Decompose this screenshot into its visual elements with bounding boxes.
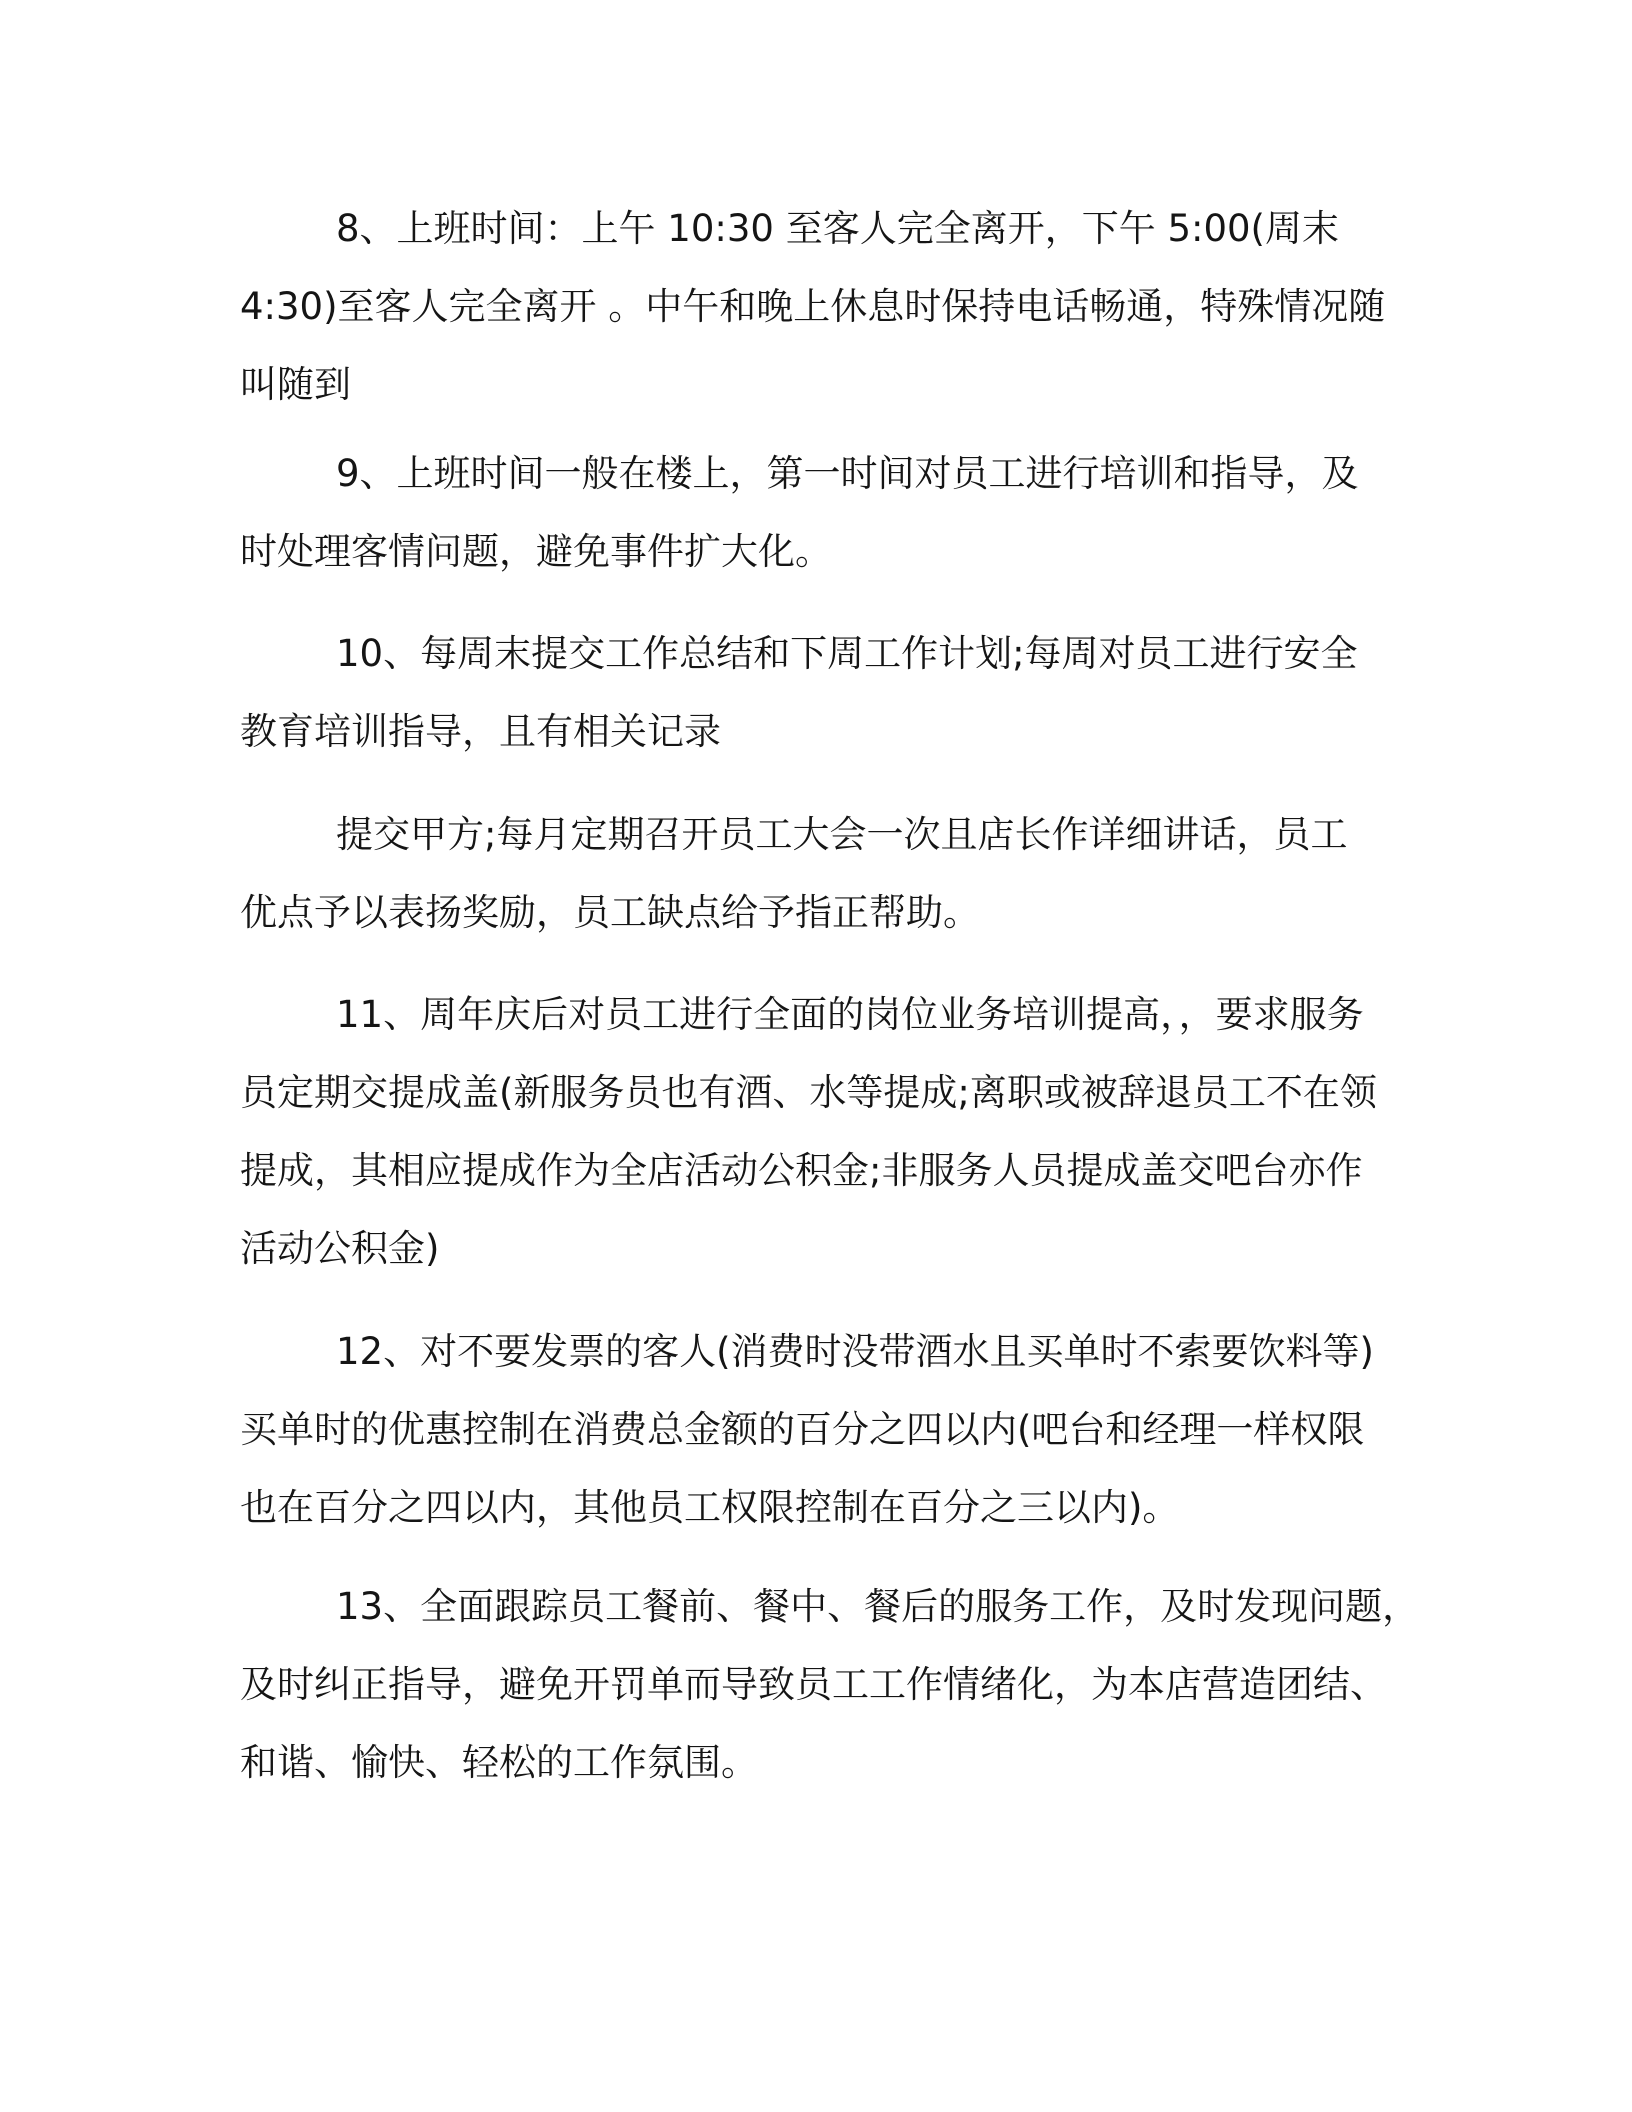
paragraph-line: 9、上班时间一般在楼上，第一时间对员工进行培训和指导，及 bbox=[336, 452, 1359, 495]
paragraph-line: 提成，其相应提成作为全店活动公积金;非服务人员提成盖交吧台亦作 bbox=[240, 1149, 1363, 1192]
paragraph-item-12 bbox=[240, 1313, 1420, 1547]
paragraph-line: 12、对不要发票的客人(消费时没带酒水且买单时不索要饮料等) bbox=[336, 1330, 1374, 1373]
paragraph-item-10 bbox=[240, 615, 1420, 771]
paragraph-line: 也在百分之四以内，其他员工权限控制在百分之三以内)。 bbox=[240, 1486, 1180, 1529]
paragraph-line: 时处理客情问题，避免事件扩大化。 bbox=[240, 530, 832, 573]
paragraph-item-13 bbox=[240, 1568, 1420, 1802]
paragraph-line: 和谐、愉快、轻松的工作氛围。 bbox=[240, 1741, 758, 1784]
paragraph-line: 13、全面跟踪员工餐前、餐中、餐后的服务工作，及时发现问题， bbox=[336, 1585, 1420, 1628]
paragraph-line: 提交甲方;每月定期召开员工大会一次且店长作详细讲话，员工 bbox=[336, 813, 1348, 856]
paragraph-line: 教育培训指导，且有相关记录 bbox=[240, 710, 721, 753]
paragraph-line: 11、周年庆后对员工进行全面的岗位业务培训提高，，要求服务 bbox=[336, 993, 1364, 1036]
paragraph-line: 4:30)至客人完全离开 。中午和晚上休息时保持电话畅通，特殊情况随 bbox=[240, 285, 1386, 328]
paragraph-line: 及时纠正指导，避免开罚单而导致员工工作情绪化，为本店营造团结、 bbox=[240, 1663, 1387, 1706]
paragraph-line: 10、每周末提交工作总结和下周工作计划;每周对员工进行安全 bbox=[336, 632, 1358, 675]
paragraph-item-11 bbox=[240, 976, 1420, 1288]
paragraph-line: 叫随到 bbox=[240, 363, 351, 406]
paragraph-line: 优点予以表扬奖励，员工缺点给予指正帮助。 bbox=[240, 891, 980, 934]
paragraph-line: 员定期交提成盖(新服务员也有酒、水等提成;离职或被辞退员工不在领 bbox=[240, 1071, 1377, 1114]
paragraph-item-10-continued bbox=[240, 796, 1420, 952]
paragraph-line: 8、上班时间：上午 10:30 至客人完全离开，下午 5:00(周末 bbox=[336, 207, 1339, 250]
paragraph-item-8 bbox=[240, 190, 1420, 424]
paragraph-item-9 bbox=[240, 435, 1420, 591]
paragraph-line: 买单时的优惠控制在消费总金额的百分之四以内(吧台和经理一样权限 bbox=[240, 1408, 1365, 1451]
paragraph-line: 活动公积金) bbox=[240, 1227, 440, 1270]
